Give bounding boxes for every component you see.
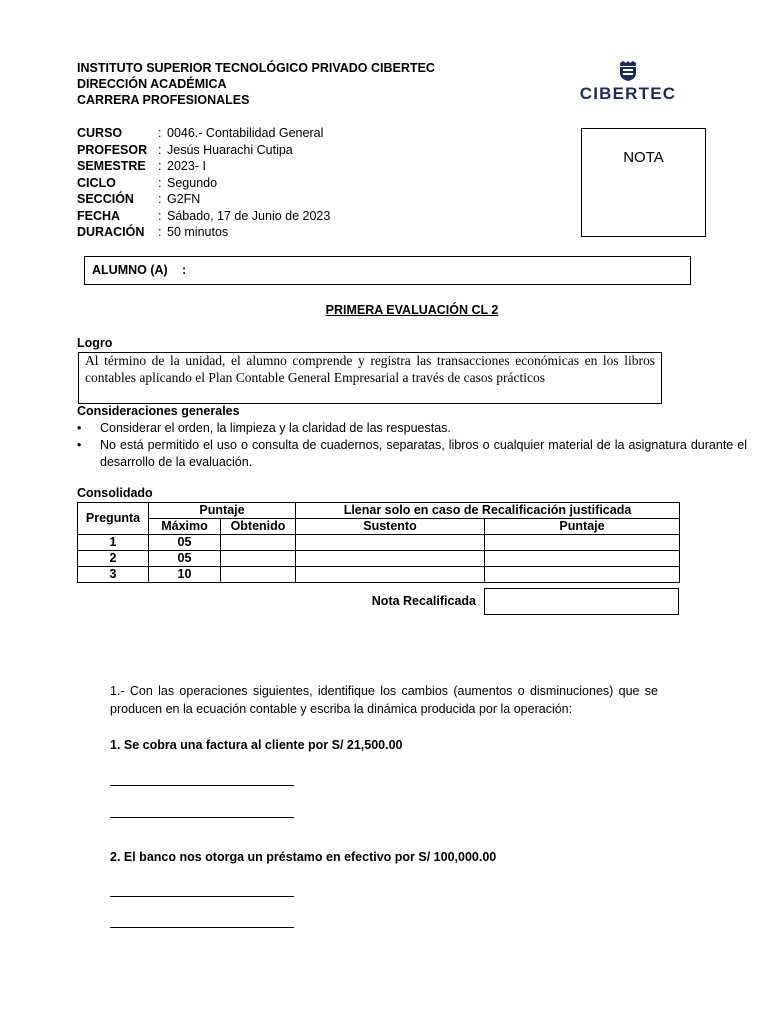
answer-line[interactable] <box>110 927 294 928</box>
header-obtenido: Obtenido <box>221 519 296 535</box>
bullet-icon: • <box>77 438 82 452</box>
cell-sustento[interactable] <box>296 551 485 567</box>
cell-pregunta: 2 <box>78 551 149 567</box>
info-key: SEMESTRE <box>77 159 146 173</box>
info-value: 2023- I <box>167 159 206 173</box>
institution-name: INSTITUTO SUPERIOR TECNOLÓGICO PRIVADO CIBERTEC <box>77 61 435 75</box>
info-value: 50 minutos <box>167 225 229 239</box>
question-item: 2. El banco nos otorga un préstamo en efectivo por S/ 100,000.00 <box>110 850 497 864</box>
cell-obtenido[interactable] <box>221 551 296 567</box>
cell-puntaje[interactable] <box>485 535 680 551</box>
cell-puntaje[interactable] <box>485 567 680 583</box>
info-key: CICLO <box>77 175 116 190</box>
consolidado-table <box>77 502 680 583</box>
header-puntaje-recal: Puntaje <box>485 519 680 535</box>
list-item-text: Considerar el orden, la limpieza y la claridad de las respuestas. <box>100 421 451 435</box>
table-row <box>78 567 680 583</box>
cell-obtenido[interactable] <box>221 535 296 551</box>
info-colon: : <box>158 225 162 239</box>
info-colon: : <box>158 126 162 140</box>
cell-puntaje[interactable] <box>485 551 680 567</box>
info-colon: : <box>158 159 162 173</box>
info-key: SECCIÓN <box>77 192 134 206</box>
info-colon: : <box>158 142 162 157</box>
answer-line[interactable] <box>110 785 294 786</box>
cell-maximo: 05 <box>149 535 221 551</box>
header-pregunta: Pregunta <box>78 503 149 535</box>
list-item <box>77 437 747 471</box>
bullet-icon: • <box>77 421 82 435</box>
cell-maximo: 10 <box>149 567 221 583</box>
grade-box[interactable] <box>581 128 706 237</box>
header-sustento: Sustento <box>296 519 485 535</box>
info-colon: : <box>158 175 162 190</box>
info-colon: : <box>158 192 162 206</box>
program-name: CARRERA PROFESIONALES <box>77 93 250 107</box>
cell-obtenido[interactable] <box>221 567 296 583</box>
cell-sustento[interactable] <box>296 567 485 583</box>
info-key: PROFESOR <box>77 142 148 157</box>
info-value: Sábado, 17 de Junio de 2023 <box>167 208 331 223</box>
table-row <box>78 551 680 567</box>
student-colon: : <box>182 263 187 277</box>
answer-line[interactable] <box>110 896 294 897</box>
info-value: 0046.- Contabilidad General <box>167 126 324 140</box>
header-recalificacion: Llenar solo en caso de Recalificación justificada <box>296 503 680 519</box>
crest-icon <box>617 60 639 82</box>
cell-pregunta: 1 <box>78 535 149 551</box>
considerations-label: Consideraciones generales <box>77 404 240 418</box>
nota-recalificada-field[interactable] <box>484 588 679 615</box>
answer-line[interactable] <box>110 817 294 818</box>
cell-pregunta: 3 <box>78 567 149 583</box>
cell-maximo: 05 <box>149 551 221 567</box>
question-intro: 1.- Con las operaciones siguientes, identifique los cambios (aumentos o disminuciones) que se producen en la ecuación contable y escriba la dinámica producida por la operación: <box>110 684 658 716</box>
logro-label: Logro <box>77 336 113 350</box>
grade-label: NOTA <box>623 149 664 166</box>
student-name-field[interactable] <box>84 256 691 285</box>
cibertec-logo <box>578 60 678 104</box>
info-colon: : <box>158 208 162 223</box>
info-key: CURSO <box>77 126 123 140</box>
logro-text: Al término de la unidad, el alumno comprende y registra las transacciones económicas en los libros contables aplicando el Plan Contable General Empresarial a través de casos prácticos <box>78 352 662 404</box>
info-value: Jesús Huarachi Cutipa <box>167 142 293 157</box>
table-row <box>78 535 680 551</box>
question-item: 1. Se cobra una factura al cliente por S/ 21,500.00 <box>110 738 403 752</box>
list-item <box>77 420 747 437</box>
nota-recalificada-label: Nota Recalificada <box>371 594 476 608</box>
header-puntaje: Puntaje <box>149 503 296 519</box>
info-value: Segundo <box>167 175 218 190</box>
consolidado-label: Consolidado <box>77 486 153 500</box>
department-name: DIRECCIÓN ACADÉMICA <box>77 77 227 91</box>
logo-text: CIBERTEC <box>579 84 677 103</box>
considerations-list <box>77 420 747 471</box>
cell-sustento[interactable] <box>296 535 485 551</box>
exam-title: PRIMERA EVALUACIÓN CL 2 <box>325 303 499 317</box>
info-value: G2FN <box>167 192 201 206</box>
header-maximo: Máximo <box>149 519 221 535</box>
info-key: DURACIÓN <box>77 225 145 239</box>
info-key: FECHA <box>77 208 121 223</box>
list-item-text: No está permitido el uso o consulta de cuadernos, separatas, libros o cualquier material de la asignatura durante el desarrollo de la evaluación. <box>100 438 747 469</box>
student-label: ALUMNO (A) <box>92 263 168 277</box>
